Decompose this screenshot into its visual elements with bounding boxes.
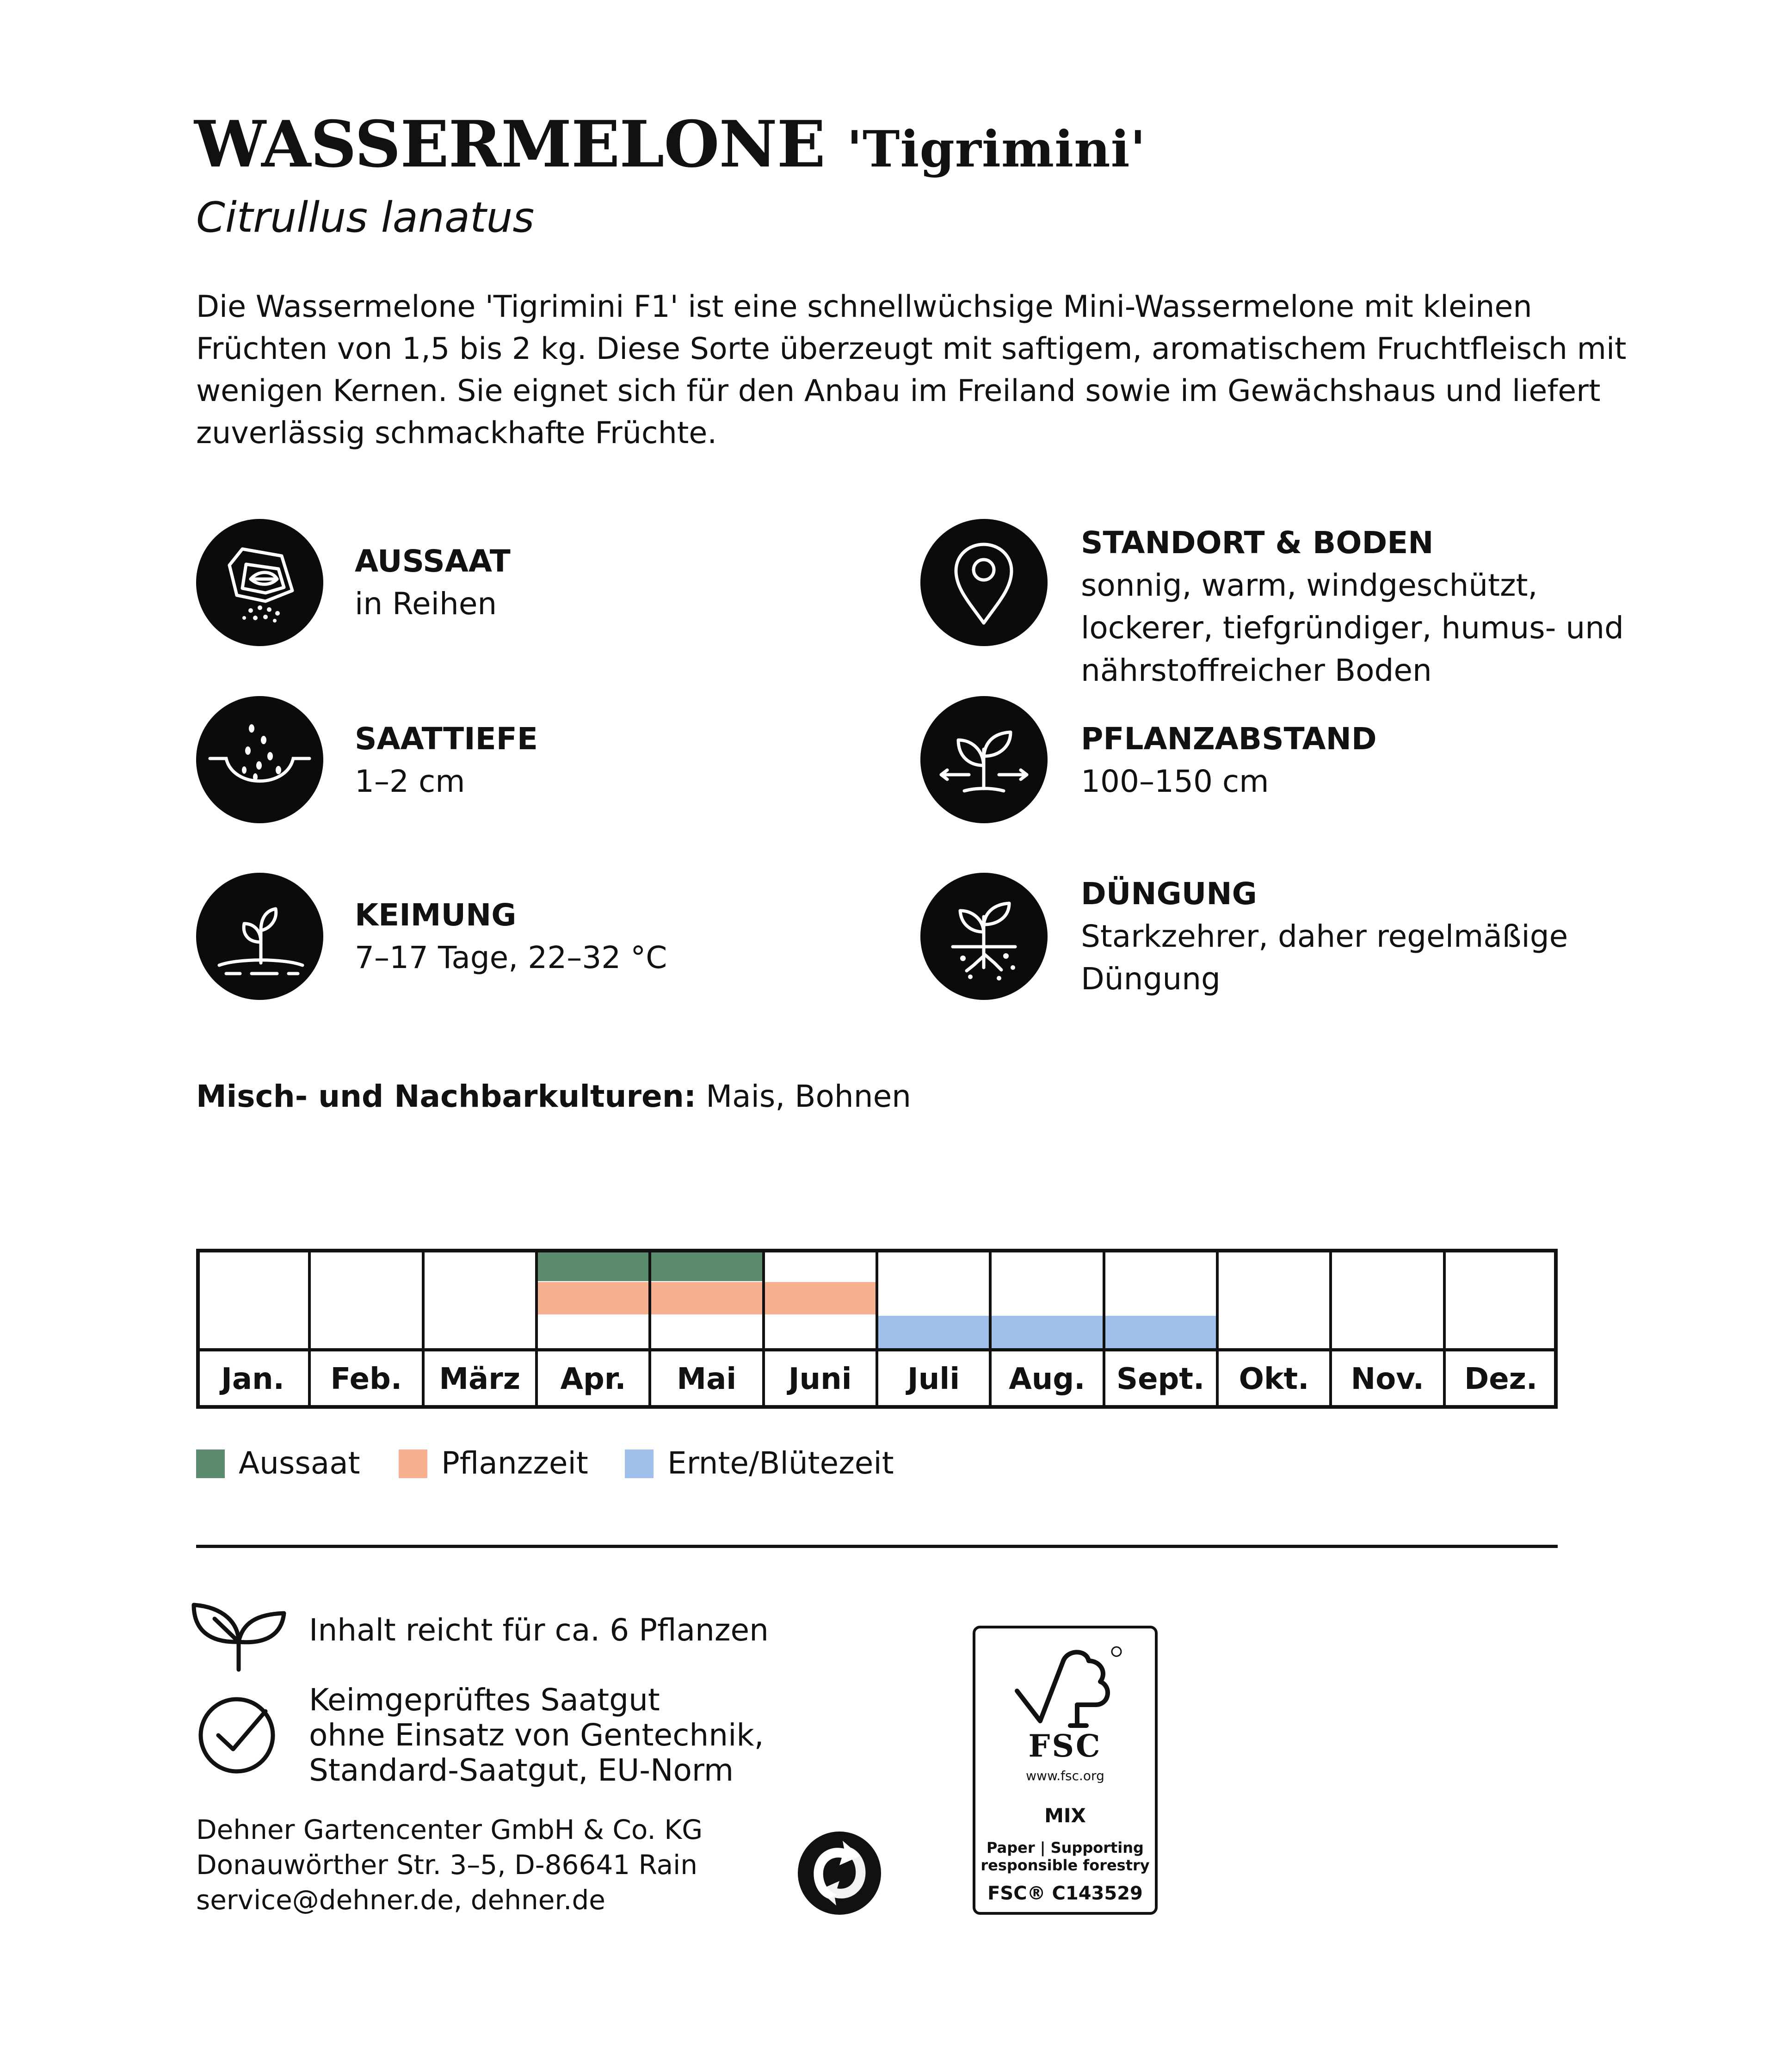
month-label: Jan. [221,1362,284,1396]
duengung-line-1: Starkzehrer, daher regelmäßige [1081,919,1568,954]
calendar-frame [196,1249,1558,1409]
plants-icon [187,1586,291,1672]
keimung-info [355,894,667,979]
aussaat-text: in Reihen [355,586,497,622]
standort-line-2: lockerer, tiefgründiger, humus- und [1081,610,1624,646]
aussaat-info [355,540,511,625]
legend-swatch [625,1449,654,1478]
duengung-info [1081,873,1568,1000]
mischkultur-value: Mais, Bohnen [706,1079,912,1114]
keimung-label: KEIMUNG [355,897,517,933]
fsc-label [973,1626,1158,1915]
seed-packet-icon [196,519,323,646]
legend-label: Aussaat [239,1445,360,1481]
pflanzabstand-info [1081,718,1377,803]
month-label: Sept. [1116,1362,1205,1396]
pflanzabstand-label: PFLANZABSTAND [1081,721,1377,757]
fsc-tree-logo [1008,1642,1133,1730]
month-label: März [439,1362,520,1396]
legend-swatch [196,1449,225,1478]
month-label: Feb. [330,1362,402,1396]
legend-swatch [399,1449,427,1478]
check-circle-icon [196,1693,279,1776]
mischkultur [196,1079,911,1114]
month-label: Mai [677,1362,737,1396]
company-address [196,1812,703,1918]
duengung-label: DÜNGUNG [1081,876,1257,912]
keimung-text: 7–17 Tage, 22–32 °C [355,940,667,975]
standort-info [1081,522,1624,692]
month-label: Nov. [1350,1362,1424,1396]
duengung-line-2: Düngung [1081,961,1221,997]
address-line-1: Dehner Gartencenter GmbH & Co. KG [196,1814,703,1845]
product-variety: 'Tigrimini' [846,120,1146,179]
month-label: Apr. [560,1362,626,1396]
fsc-name: FSC [1028,1728,1102,1764]
calendar-legend [196,1443,1121,1480]
month-label: Juni [788,1362,852,1396]
quality-line-1: Keimgeprüftes Saatgut [309,1682,660,1718]
quality-line-3: Standard-Saatgut, EU-Norm [309,1752,734,1788]
pflanzabstand-text: 100–150 cm [1081,764,1269,799]
fsc-claim-line-1: Paper | Supporting [987,1839,1144,1856]
latin-name: Citrullus lanatus [196,193,535,242]
location-pin-icon [920,519,1048,646]
standort-line-3: nährstoffreicher Boden [1081,653,1432,688]
month-label: Okt. [1239,1362,1309,1396]
saattiefe-label: SAATTIEFE [355,721,538,757]
saattiefe-info [355,718,538,803]
address-line-2: Donauwörther Str. 3–5, D-86641 Rain [196,1849,698,1881]
product-title [194,106,1146,182]
legend-label: Pflanzzeit [441,1445,588,1481]
legend-label: Ernte/Blütezeit [667,1445,894,1481]
plant-spacing-icon [920,696,1048,823]
month-label: Aug. [1009,1362,1085,1396]
month-label: Dez. [1464,1362,1538,1396]
address-line-3: service@dehner.de, dehner.de [196,1884,605,1916]
aussaat-label: AUSSAAT [355,543,511,579]
inhalt-text: Inhalt reicht für ca. 6 Pflanzen [309,1612,769,1648]
seed-depth-icon [196,696,323,823]
fsc-mix: MIX [1044,1804,1086,1827]
green-dot-recycling-icon [796,1829,883,1917]
standort-label: STANDORT & BODEN [1081,525,1434,561]
month-label: Juli [907,1362,960,1396]
divider-line [196,1545,1558,1548]
mischkultur-label: Misch- und Nachbarkulturen: [196,1079,697,1114]
product-name: WASSERMELONE [194,106,825,182]
product-description: Die Wassermelone 'Tigrimini F1' ist eine schnellwüchsige Mini-Wassermelone mit kleinen Früchten von 1,5 bis 2 kg. Diese Sorte überzeugt mit saftigem, aromatischem Fruchtfleisch mit wenigen Kernen. Sie eignet sich für den Anbau im Freiland sowie im Gewächshaus und liefert zuverlässig schmackhafte Früchte. [196,290,1627,450]
quality-line-2: ohne Einsatz von Gentechnik, [309,1717,764,1753]
growing-calendar [196,1249,1558,1409]
fsc-code: FSC® C143529 [987,1883,1143,1904]
quality-text [309,1683,764,1788]
fsc-url: www.fsc.org [1026,1768,1104,1783]
saattiefe-text: 1–2 cm [355,764,465,799]
sprout-icon [196,873,323,1000]
fsc-claim-line-2: responsible forestry [980,1856,1150,1874]
fertilizer-roots-icon [920,873,1048,1000]
fsc-claim [975,1839,1155,1874]
standort-line-1: sonnig, warm, windgeschützt, [1081,567,1538,603]
